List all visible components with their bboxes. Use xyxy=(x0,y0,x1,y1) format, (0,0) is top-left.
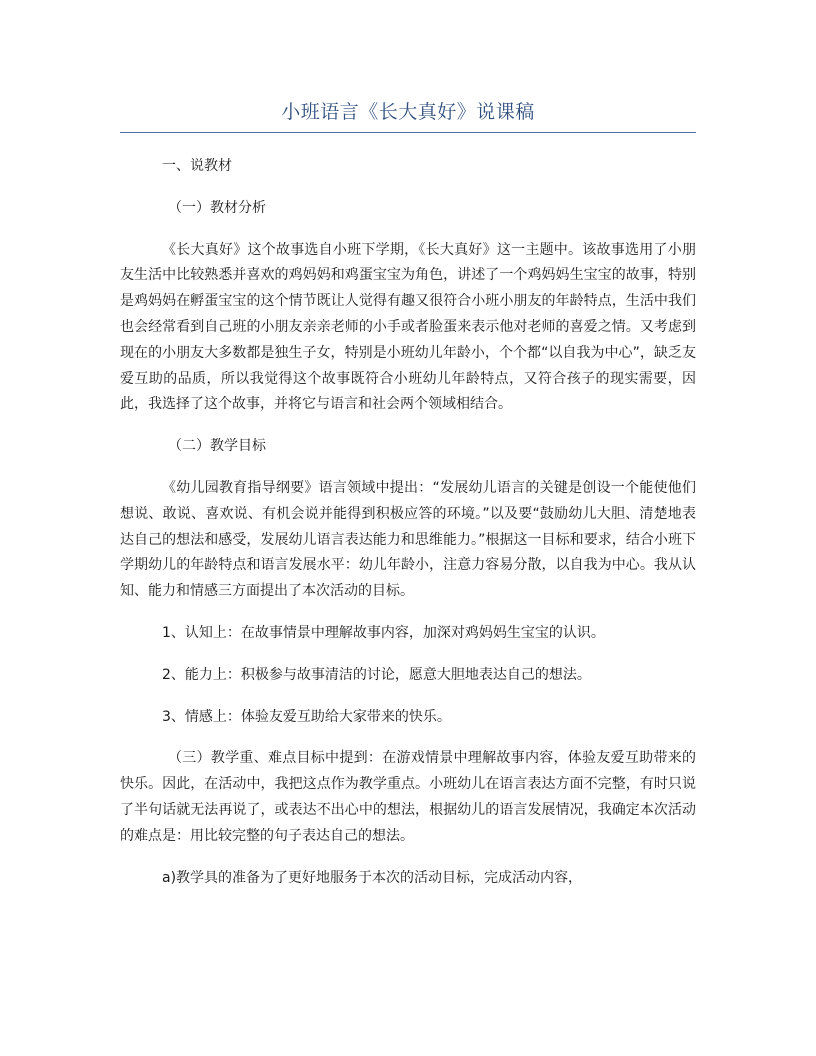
paragraph-material-analysis: 《长大真好》这个故事选自小班下学期，《长大真好》这一主题中。该故事选用了小朋友生活中比较熟悉并喜欢的鸡妈妈和鸡蛋宝宝为角色，讲述了一个鸡妈妈生宝宝的故事，特别是鸡妈妈在孵蛋宝宝的这个情节既让人觉得有趣又很符合小班小朋友的年龄特点，生活中我们也会经常看到自己班的小朋友亲亲老师的小手或者脸蛋来表示他对老师的喜爱之情。又考虑到现在的小朋友大多数都是独生子女，特别是小班幼儿年龄小，个个都“以自我为中心”，缺乏友爱互助的品质，所以我觉得这个故事既符合小班幼儿年龄特点，又符合孩子的现实需要，因此，我选择了这个故事，并将它与语言和社会两个领域相结合。 xyxy=(120,241,696,413)
heading-teaching-goals: （二）教学目标 xyxy=(168,438,266,455)
page-title: 小班语言《长大真好》说课稿 xyxy=(281,101,535,123)
heading-material-analysis: （一）教材分析 xyxy=(168,199,266,216)
paragraph-key-difficult-points: （三）教学重、难点目标中提到：在游戏情景中理解故事内容，体验友爱互助带来的快乐。因此，在活动中，我把这点作为教学重点。小班幼儿在语言表达方面不完整，有时只说了半句话就无法再说了，或表达不出心中的想法，根据幼儿的语言发展情况，我确定本次活动的难点是：用比较完整的句子表达自己的想法。 xyxy=(120,750,696,844)
paragraph-teaching-aids: a)教学具的准备为了更好地服务于本次的活动目标，完成活动内容， xyxy=(162,869,583,886)
goal-item-ability: 2、能力上：积极参与故事清洁的讨论，愿意大胆地表达自己的想法。 xyxy=(162,666,591,683)
paragraph-teaching-goals: 《幼儿园教育指导纲要》语言领域中提出：“发展幼儿语言的关键是创设一个能使他们想说、敢说、喜欢说、有机会说并能得到积极应答的环境。”以及要“鼓励幼儿大胆、清楚地表达自己的想法和感受，发展幼儿语言表达能力和思维能力。”根据这一目标和要求，结合小班下学期幼儿的年龄特点和语言发展水平：幼儿年龄小，注意力容易分散，以自我为中心。我从认知、能力和情感三方面提出了本次活动的目标。 xyxy=(120,479,696,600)
title-divider xyxy=(120,132,696,133)
goal-item-cognitive: 1、认知上：在故事情景中理解故事内容，加深对鸡妈妈生宝宝的认识。 xyxy=(162,624,605,641)
heading-teaching-materials: 一、说教材 xyxy=(162,158,232,174)
goal-item-emotion: 3、情感上：体验友爱互助给大家带来的快乐。 xyxy=(162,708,451,725)
document-body xyxy=(120,154,696,891)
